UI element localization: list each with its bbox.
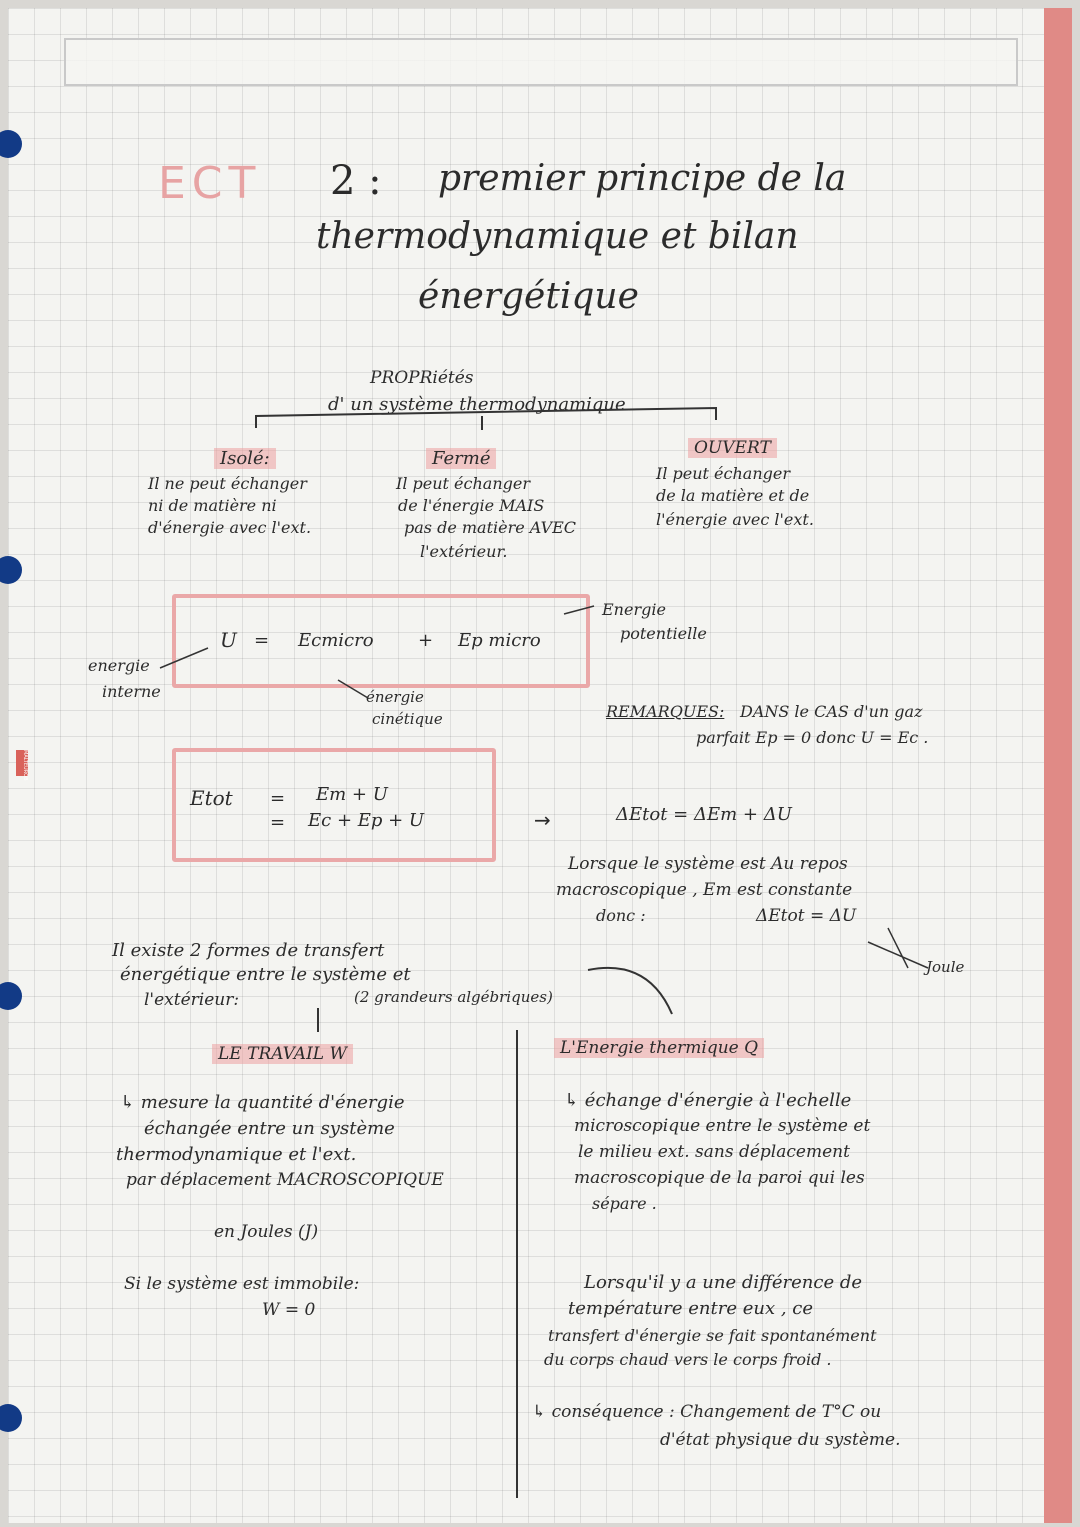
isole-line1: Il ne peut échanger	[148, 474, 307, 493]
joule-label: Joule	[926, 958, 965, 976]
ec-pointer-arrow	[338, 680, 368, 698]
rest-equation: ΔEtot = ΔU	[756, 906, 857, 926]
work-line4: par déplacement MACROSCOPIQUE	[126, 1170, 444, 1190]
heat-temp-line3: transfert d'énergie se fait spontanément	[548, 1326, 877, 1345]
joule-pointer-arrows	[868, 928, 928, 968]
ferme-label: Fermé	[426, 448, 496, 469]
notebook-page	[8, 8, 1072, 1523]
brand-tag: MALTEUROB	[16, 750, 28, 776]
implies-arrow: →	[534, 808, 551, 832]
heat-line3: le milieu ext. sans déplacement	[578, 1142, 850, 1162]
heat-line4: macroscopique de la paroi qui les	[574, 1168, 865, 1188]
work-line2: échangée entre un système	[144, 1118, 395, 1139]
title-prefix: ECT	[158, 158, 262, 209]
kinetic-energy-label-1: énergie	[366, 688, 424, 706]
isole-line3: d'énergie avec l'ext.	[148, 518, 312, 537]
delta-etot-equation: ΔEtot = ΔEm + ΔU	[616, 804, 792, 825]
title-line1: premier principe de la	[438, 158, 847, 199]
work-unit: en Joules (J)	[214, 1222, 319, 1242]
work-immobile-1: Si le système est immobile:	[124, 1274, 360, 1294]
potential-energy-label-2: potentielle	[620, 624, 707, 643]
heat-line2: microscopique entre le système et	[574, 1116, 871, 1136]
work-line1: ↳ mesure la quantité d'énergie	[120, 1092, 405, 1113]
title-number: 2 :	[330, 158, 382, 204]
properties-heading-1: PROPRiétés	[370, 368, 474, 388]
title-line2: thermodynamique et bilan	[316, 216, 799, 257]
potential-energy-label-1: Energie	[602, 600, 666, 619]
isole-label: Isolé:	[214, 448, 276, 469]
isole-line2: ni de matière ni	[148, 496, 277, 515]
ouvert-line3: l'énergie avec l'ext.	[656, 510, 814, 529]
heat-line5: sépare .	[592, 1194, 657, 1213]
etot-eq2: =	[270, 812, 286, 833]
transfer-line1: Il existe 2 formes de transfert	[112, 940, 385, 961]
work-title: LE TRAVAIL W	[212, 1044, 353, 1064]
heat-temp-line4: du corps chaud vers le corps froid .	[544, 1350, 832, 1369]
heat-line1: ↳ échange d'énergie à l'echelle	[564, 1090, 852, 1111]
title-line3: énergétique	[418, 276, 639, 317]
formula-eq: =	[254, 630, 270, 651]
rest-line3: donc :	[596, 906, 646, 925]
remark-line2: parfait Ep = 0 donc U = Ec .	[696, 728, 929, 747]
heat-temp-line1: Lorsqu'il y a une différence de	[584, 1272, 862, 1293]
etot-label: Etot	[190, 786, 233, 810]
remark-line1: DANS le CAS d'un gaz	[740, 702, 923, 721]
internal-energy-label-2: interne	[102, 682, 161, 701]
formula-ec-micro: Ecmicro	[298, 630, 374, 651]
formula-ep-micro: Ep micro	[458, 630, 541, 651]
heat-consequence-line1: ↳ conséquence : Changement de T°C ou	[532, 1402, 882, 1422]
etot-rhs1: Em + U	[316, 784, 388, 805]
properties-heading-2: d' un système thermodynamique	[328, 394, 626, 415]
u-pointer-arrow	[160, 648, 208, 668]
transfer-note: (2 grandeurs algébriques)	[354, 988, 553, 1006]
heat-consequence-line2: d'état physique du système.	[660, 1430, 901, 1450]
remark-title: REMARQUES:	[606, 702, 725, 721]
ferme-line2: de l'énergie MAIS	[398, 496, 545, 515]
transfer-line3: l'extérieur:	[144, 990, 240, 1010]
transfer-line2: énergétique entre le système et	[120, 964, 411, 985]
internal-energy-label-1: energie	[88, 656, 150, 675]
ep-pointer-arrow	[564, 606, 594, 614]
ouvert-line1: Il peut échanger	[656, 464, 790, 483]
kinetic-energy-label-2: cinétique	[372, 710, 443, 728]
work-line3: thermodynamique et l'ext.	[116, 1144, 357, 1165]
heat-title: L'Energie thermique Q	[554, 1038, 764, 1058]
etot-eq1: =	[270, 788, 286, 809]
ouvert-label: OUVERT	[688, 438, 777, 458]
heat-temp-line2: température entre eux , ce	[568, 1298, 814, 1319]
heat-curve-arrow	[588, 968, 672, 1014]
ferme-line1: Il peut échanger	[396, 474, 530, 493]
rest-line1: Lorsque le système est Au repos	[568, 854, 848, 874]
ouvert-line2: de la matière et de	[656, 486, 810, 505]
ferme-line3: pas de matière AVEC	[404, 518, 577, 537]
formula-u: U	[220, 628, 237, 652]
properties-branch-line	[256, 408, 716, 428]
ferme-line4: l'extérieur.	[420, 542, 508, 561]
rest-line2: macroscopique , Em est constante	[556, 880, 853, 900]
etot-rhs2: Ec + Ep + U	[308, 810, 425, 831]
formula-plus: +	[418, 630, 434, 651]
work-immobile-2: W = 0	[262, 1300, 316, 1320]
diagram-arrows	[8, 8, 1072, 1523]
